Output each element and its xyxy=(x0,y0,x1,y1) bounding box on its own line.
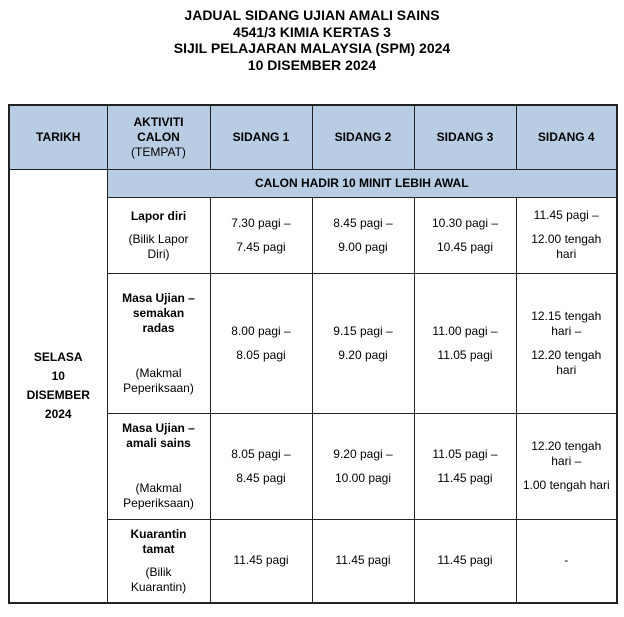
activity-place: (Makmal Peperiksaan) xyxy=(123,365,194,395)
time-cell-sidang-4 xyxy=(516,197,617,273)
header-aktiviti-line-2: CALON xyxy=(137,129,180,144)
header-aktiviti-calon xyxy=(107,105,210,169)
time-end: 12.00 tengah hari xyxy=(531,232,602,261)
activity-cell xyxy=(107,413,210,519)
time-cell-sidang-1 xyxy=(210,413,312,519)
time-cell-sidang-4 xyxy=(516,519,617,603)
date-day-name: SELASA xyxy=(33,349,83,364)
activity-name: Masa Ujian – semakan radas xyxy=(122,290,195,335)
time-start: 7.30 pagi – xyxy=(231,215,291,230)
activity-cell xyxy=(107,197,210,273)
time-start: 12.15 tengah hari – xyxy=(531,308,602,338)
notice-row xyxy=(9,169,617,197)
time-start: 12.20 tengah hari – xyxy=(531,439,602,468)
activity-cell xyxy=(107,273,210,413)
time-value: 11.45 pagi xyxy=(335,553,391,568)
time-start: 8.00 pagi – xyxy=(231,323,291,338)
time-end: 8.45 pagi xyxy=(236,470,286,485)
time-end: 10.00 pagi xyxy=(334,470,392,485)
time-end: 1.00 tengah hari xyxy=(522,478,610,492)
header-aktiviti-line-1: AKTIVITI xyxy=(133,114,184,129)
date-month: DISEMBER xyxy=(26,387,90,402)
header-sidang-4: SIDANG 4 xyxy=(516,105,617,169)
time-start: 10.30 pagi – xyxy=(431,215,499,230)
time-end: 10.45 pagi xyxy=(436,239,494,254)
time-start: 11.45 pagi – xyxy=(533,208,599,222)
time-cell-sidang-2 xyxy=(312,519,414,603)
time-cell-sidang-1 xyxy=(210,273,312,413)
time-cell-sidang-3 xyxy=(414,273,516,413)
time-start: 8.45 pagi – xyxy=(333,215,393,230)
date-cell xyxy=(9,169,107,603)
time-start: 8.05 pagi – xyxy=(231,446,291,461)
time-start: 9.20 pagi – xyxy=(333,446,393,461)
header-row xyxy=(9,105,617,169)
time-value: - xyxy=(564,553,569,568)
activity-cell xyxy=(107,519,210,603)
time-end: 9.20 pagi xyxy=(338,347,388,362)
title-line-1: JADUAL SIDANG UJIAN AMALI SAINS xyxy=(184,7,440,23)
time-cell-sidang-2 xyxy=(312,273,414,413)
header-tarikh: TARIKH xyxy=(9,105,107,169)
header-aktiviti-line-3: (TEMPAT) xyxy=(131,144,186,159)
time-start: 11.00 pagi – xyxy=(432,323,498,338)
time-cell-sidang-3 xyxy=(414,413,516,519)
header-sidang-1: SIDANG 1 xyxy=(210,105,312,169)
time-value: 11.45 pagi xyxy=(233,553,289,568)
time-cell-sidang-2 xyxy=(312,197,414,273)
time-end: 11.05 pagi xyxy=(437,347,493,362)
title-line-2: 4541/3 KIMIA KERTAS 3 xyxy=(233,23,391,40)
time-end: 11.45 pagi xyxy=(437,470,493,485)
activity-place: (Makmal Peperiksaan) xyxy=(123,481,194,510)
notice-cell: CALON HADIR 10 MINIT LEBIH AWAL xyxy=(107,169,617,197)
activity-place: (Bilik Kuarantin) xyxy=(130,564,187,594)
time-start: 9.15 pagi – xyxy=(333,323,393,338)
date-year: 2024 xyxy=(44,406,72,421)
time-cell-sidang-2 xyxy=(312,413,414,519)
time-start: 11.05 pagi – xyxy=(432,446,498,461)
title-line-4: 10 DISEMBER 2024 xyxy=(247,56,377,73)
time-cell-sidang-4 xyxy=(516,273,617,413)
schedule-table xyxy=(8,104,618,604)
time-cell-sidang-3 xyxy=(414,197,516,273)
time-end: 7.45 pagi xyxy=(236,239,286,254)
time-cell-sidang-3 xyxy=(414,519,516,603)
time-end: 9.00 pagi xyxy=(338,239,388,254)
activity-place: (Bilik Lapor Diri) xyxy=(128,231,189,261)
header-sidang-3: SIDANG 3 xyxy=(414,105,516,169)
activity-name: Masa Ujian – amali sains xyxy=(122,421,195,450)
document-title xyxy=(8,7,616,73)
time-end: 12.20 tengah hari xyxy=(531,347,602,377)
time-cell-sidang-4 xyxy=(516,413,617,519)
date-day-number: 10 xyxy=(51,368,65,383)
time-value: 11.45 pagi xyxy=(437,553,493,568)
header-sidang-2: SIDANG 2 xyxy=(312,105,414,169)
title-line-3: SIJIL PELAJARAN MALAYSIA (SPM) 2024 xyxy=(173,40,451,56)
time-cell-sidang-1 xyxy=(210,519,312,603)
time-cell-sidang-1 xyxy=(210,197,312,273)
activity-name: Kuarantin tamat xyxy=(130,526,187,556)
activity-name: Lapor diri xyxy=(130,208,187,223)
time-end: 8.05 pagi xyxy=(236,347,286,362)
